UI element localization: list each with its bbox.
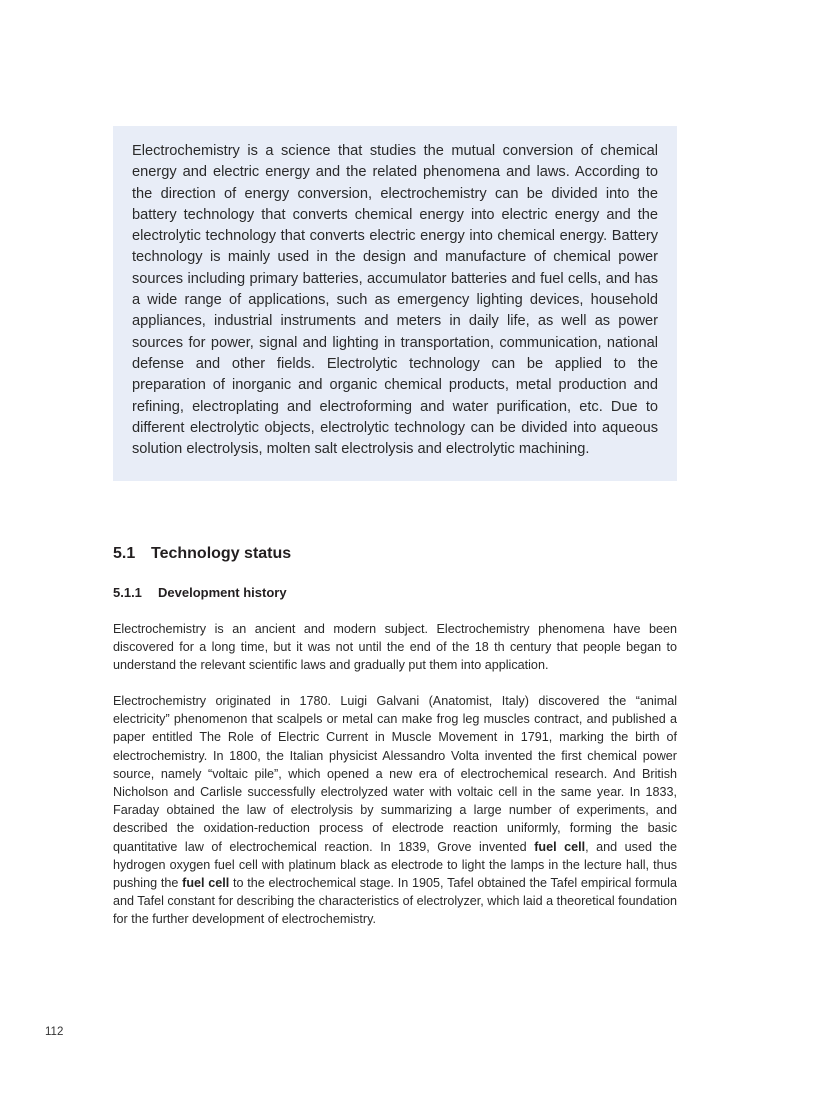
paragraph-2 xyxy=(113,692,677,929)
subsection-number: 5.1.1 xyxy=(113,585,142,600)
intro-box xyxy=(113,126,677,481)
paragraph-2-part-1: Electrochemistry originated in 1780. Luigi Galvani (Anatomist, Italy) discovered the “animal electricity” phenomenon that scalpels or metal can make frog leg muscles contract, and published a paper entitled The Role of Electric Current in Muscle Movement in 1791, marking the birth of electrochemistry. In 1800, the Italian physicist Alessandro Volta invented the first chemical power source, namely “voltaic pile”, which opened a new era of electrochemical research. And British Nicholson and Carlisle successfully electrolyzed water with voltaic cell in the same year. In 1833, Faraday obtained the law of electrolysis by summarizing a large number of experiments, and described the oxidation-reduction process of electrode reaction uniformly, forming the basic quantitative law of electrochemical reaction. In 1839, Grove invented xyxy=(113,694,677,854)
paragraph-2-part-3: to the electrochemical stage. In 1905, Tafel obtained the Tafel empirical formula and Tafel constant for describing the characteristics of electrolyzer, which laid a theoretical foundation for the further development of electrochemistry. xyxy=(113,876,677,927)
paragraph-2-part-2: , and used the hydrogen oxygen fuel cell with platinum black as electrode to light the lamps in the lecture hall, thus pushing the xyxy=(113,839,678,891)
page-number: 112 xyxy=(45,1026,64,1038)
section-heading xyxy=(113,545,291,563)
section-number: 5.1 xyxy=(113,545,136,562)
subsection-title: Development history xyxy=(158,585,287,600)
intro-text: Electrochemistry is a science that studies the mutual conversion of chemical energy and electric energy and the related phenomena and laws. According to the direction of energy conversion, electrochemistry can be divided into the battery technology that converts chemical energy into electric energy and the electrolytic technology that converts electric energy into chemical energy. Battery technology is mainly used in the design and manufacture of chemical power sources including primary batteries, accumulator batteries and fuel cells, and has a wide range of applications, such as emergency lighting devices, household appliances, industrial instruments and meters in daily life, as well as power sources for power, signal and lighting in transportation, communication, national defense and other fields. Electrolytic technology can be applied to the preparation of inorganic and organic chemical products, metal production and refining, electroplating and electroforming and water purification, etc. Due to different electrolytic objects, electrolytic technology can be divided into aqueous solution electrolysis, molten salt electrolysis and electrolytic machining. xyxy=(132,143,658,458)
subsection-heading xyxy=(113,585,287,600)
term-fuel-cell: fuel cell xyxy=(534,839,586,854)
term-fuel-cell: fuel cell xyxy=(182,876,230,891)
paragraph-1: Electrochemistry is an ancient and modern subject. Electrochemistry phenomena have been discovered for a long time, but it was not until the end of the 18 th century that people began to understand the relevant scientific laws and gradually put them into application. xyxy=(113,622,677,673)
section-title: Technology status xyxy=(151,545,292,562)
